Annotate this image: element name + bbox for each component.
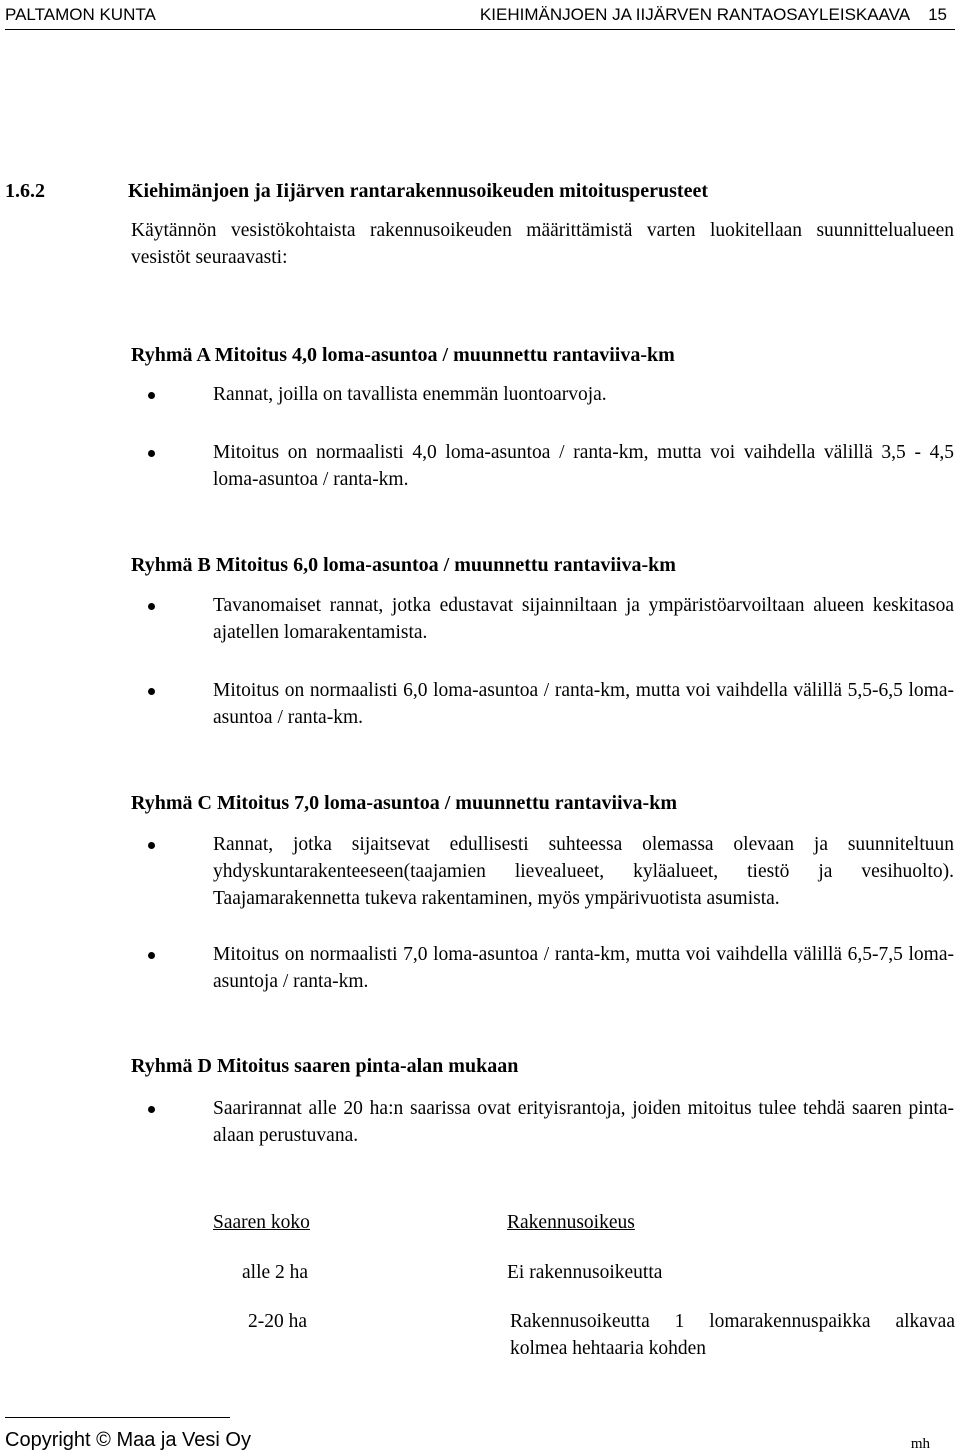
group-c-bullet-2 (148, 941, 954, 995)
group-c-heading: Ryhmä C Mitoitus 7,0 loma-asuntoa / muunnettu rantaviiva-km (131, 792, 677, 814)
group-a-heading: Ryhmä A Mitoitus 4,0 loma-asuntoa / muunnettu rantaviiva-km (131, 344, 675, 366)
bullet-text: Mitoitus on normaalisti 6,0 loma-asuntoa / ranta-km, mutta voi vaihdella välillä 5,5-6,5 loma-asuntoa / ranta-km. (213, 680, 954, 728)
bullet-icon (148, 842, 155, 849)
table-cell-right: Rakennusoikeutta 1 lomarakennuspaikka alkavaa kolmea hehtaaria kohden (510, 1311, 955, 1359)
bullet-icon (148, 603, 155, 610)
page-footer (5, 1428, 955, 1452)
table-header-island-size: Saaren koko (213, 1212, 310, 1233)
section-heading (5, 178, 708, 205)
group-b-bullet-2 (148, 677, 954, 731)
footer-divider (5, 1417, 230, 1418)
bullet-icon (148, 450, 155, 457)
bullet-text: Mitoitus on normaalisti 7,0 loma-asuntoa / ranta-km, mutta voi vaihdella välillä 6,5-7,5 loma-asuntoja / ranta-km. (213, 944, 954, 992)
bullet-text: Mitoitus on normaalisti 4,0 loma-asuntoa / ranta-km, mutta voi vaihdella välillä 3,5 - 4,5 loma-asuntoa / ranta-km. (213, 442, 954, 490)
bullet-text: Saarirannat alle 20 ha:n saarissa ovat erityisrantoja, joiden mitoitus tulee tehdä saaren pinta-alaan perustuvana. (213, 1098, 954, 1146)
group-a-bullet-1 (148, 381, 954, 408)
section-intro: Käytännön vesistökohtaista rakennusoikeuden määrittämistä varten luokitellaan suunnittelualueen vesistöt seuraavasti: (131, 220, 954, 268)
page-number: 15 (928, 5, 947, 24)
header-municipality: PALTAMON KUNTA (5, 5, 156, 24)
header-plan-title: KIEHIMÄNJOEN JA IIJÄRVEN RANTAOSAYLEISKAAVA (479, 5, 911, 24)
page-header (5, 5, 955, 30)
group-b-heading: Ryhmä B Mitoitus 6,0 loma-asuntoa / muunnettu rantaviiva-km (131, 554, 676, 576)
header-plan-title-group (480, 5, 947, 25)
bullet-icon (148, 952, 155, 959)
bullet-icon (148, 688, 155, 695)
table-cell-size: 2-20 ha (248, 1311, 308, 1332)
group-d-heading: Ryhmä D Mitoitus saaren pinta-alan mukaan (131, 1055, 519, 1077)
bullet-text: Rannat, joilla on tavallista enemmän luontoarvoja. (213, 384, 607, 405)
table-cell-right: Ei rakennusoikeutta (507, 1262, 663, 1283)
group-c-bullet-1 (148, 831, 954, 912)
group-d-bullet-1 (148, 1095, 954, 1149)
group-b-bullet-1 (148, 592, 954, 646)
bullet-text: Rannat, jotka sijaitsevat edullisesti suhteessa olemassa olevaan ja suunniteltuun yhdyskuntarakenteeseen(taajamien lievealueet, kyläalueet, tiestö ja vesihuolto). Taajamarakennetta tukeva rakentaminen, myös ympärivuotista asumista. (213, 834, 954, 909)
bullet-icon (148, 392, 155, 399)
group-a-bullet-2 (148, 439, 954, 493)
footer-initials: mh (910, 1436, 930, 1452)
bullet-text: Tavanomaiset rannat, jotka edustavat sijainniltaan ja ympäristöarvoiltaan alueen keskitasoa ajatellen lomarakentamista. (213, 595, 954, 643)
bullet-icon (148, 1106, 155, 1113)
table-cell-size: alle 2 ha (242, 1262, 309, 1283)
section-title: Kiehimänjoen ja Iijärven rantarakennusoikeuden mitoitusperusteet (128, 180, 708, 202)
footer-copyright: Copyright © Maa ja Vesi Oy (5, 1429, 251, 1451)
section-number: 1.6.2 (5, 180, 45, 202)
table-header-building-right: Rakennusoikeus (507, 1212, 635, 1233)
